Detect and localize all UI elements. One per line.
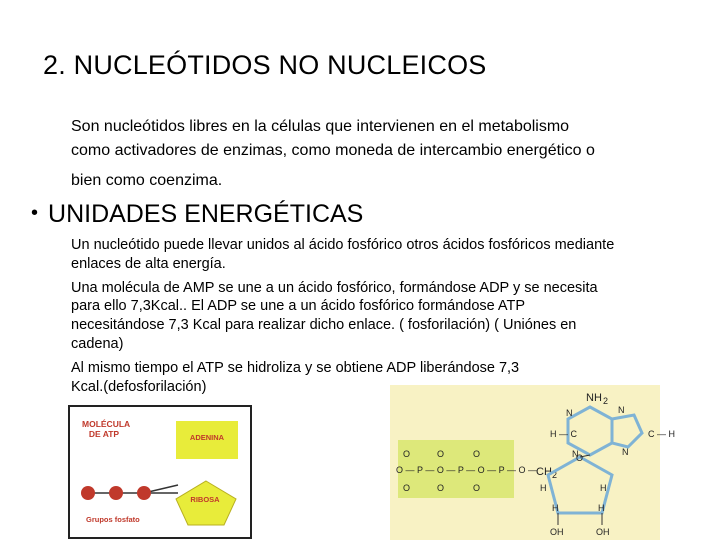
body-line-4: para ello 7,3Kcal.. El ADP se une a un ácido fosfórico formándose ATP: [71, 298, 526, 314]
intro-line-2: como activadores de enzimas, como moneda de intercambio energético o: [71, 142, 595, 159]
svg-text:O: O: [403, 449, 411, 459]
svg-text:C — H: C — H: [648, 429, 675, 439]
body-line-8: Kcal.(defosforilación): [71, 379, 207, 395]
base-ring-5: [612, 415, 642, 447]
svg-text:O: O: [473, 449, 481, 459]
body-line-6: cadena): [71, 336, 124, 352]
section-heading: [31, 200, 363, 229]
svg-text:N: N: [566, 408, 573, 418]
phosphate-groups-label: Grupos fosfato: [86, 515, 140, 524]
intro-line-3: bien como coenzima.: [71, 172, 223, 189]
svg-text:N: N: [618, 405, 625, 415]
phosphate-circle-3: [137, 486, 151, 500]
svg-text:N: N: [622, 447, 629, 457]
svg-text:O: O: [437, 483, 445, 493]
body-line-1: Un nucleótido puede llevar unidos al ácido fosfórico otros ácidos fosfóricos mediante: [71, 237, 615, 253]
page-title: 2. NUCLEÓTIDOS NO NUCLEICOS: [43, 50, 487, 80]
svg-text:H: H: [600, 483, 607, 493]
svg-text:N: N: [572, 449, 579, 459]
svg-text:H — C: H — C: [550, 429, 577, 439]
svg-text:O — P — O — P — O — P — O —: O — P — O — P — O — P — O —: [396, 465, 538, 475]
svg-text:2: 2: [552, 470, 558, 480]
svg-text:H: H: [552, 503, 559, 513]
ch2-label: CH: [536, 466, 552, 478]
svg-text:O: O: [576, 453, 584, 463]
body-line-5: necesitándose 7,3 Kcal para realizar dicho enlace. ( fosforilación) ( Uniónes en: [71, 317, 577, 333]
svg-text:O: O: [473, 483, 481, 493]
adenine-label: ADENINA: [189, 433, 225, 442]
phosphate-chain: [396, 449, 537, 493]
svg-text:H: H: [598, 503, 605, 513]
phosphate-circle-1: [81, 486, 95, 500]
section-heading-text: UNIDADES ENERGÉTICAS: [48, 200, 364, 228]
nucleotide-svg: [390, 385, 675, 540]
oh-label-2: OH: [596, 527, 610, 537]
body-line-3: Una molécula de AMP se une a un ácido fosfórico, formándose ADP y se necesita: [71, 280, 598, 296]
svg-text:H: H: [540, 483, 547, 493]
body-line-2: enlaces de alta energía.: [71, 256, 226, 272]
svg-text:O: O: [437, 449, 445, 459]
svg-text:2: 2: [603, 396, 609, 406]
nh2-label: NH: [586, 392, 602, 404]
phosphate-groups: [74, 477, 194, 517]
oh-label-1: OH: [550, 527, 564, 537]
intro-line-1: Son nucleótidos libres en la células que intervienen en el metabolismo: [71, 118, 570, 135]
ribose-label: RIBOSA: [190, 495, 220, 504]
nucleotide-structure-figure: [390, 385, 675, 540]
body-line-7: Al mismo tiempo el ATP se hidroliza y se obtiene ADP liberándose 7,3: [71, 360, 520, 376]
bullet-icon: •: [31, 202, 39, 224]
phosphate-circle-2: [109, 486, 123, 500]
atp-molecule-figure: [68, 405, 252, 539]
svg-text:O: O: [403, 483, 411, 493]
atp-figure-title: MOLÉCULA DE ATP: [82, 419, 131, 439]
